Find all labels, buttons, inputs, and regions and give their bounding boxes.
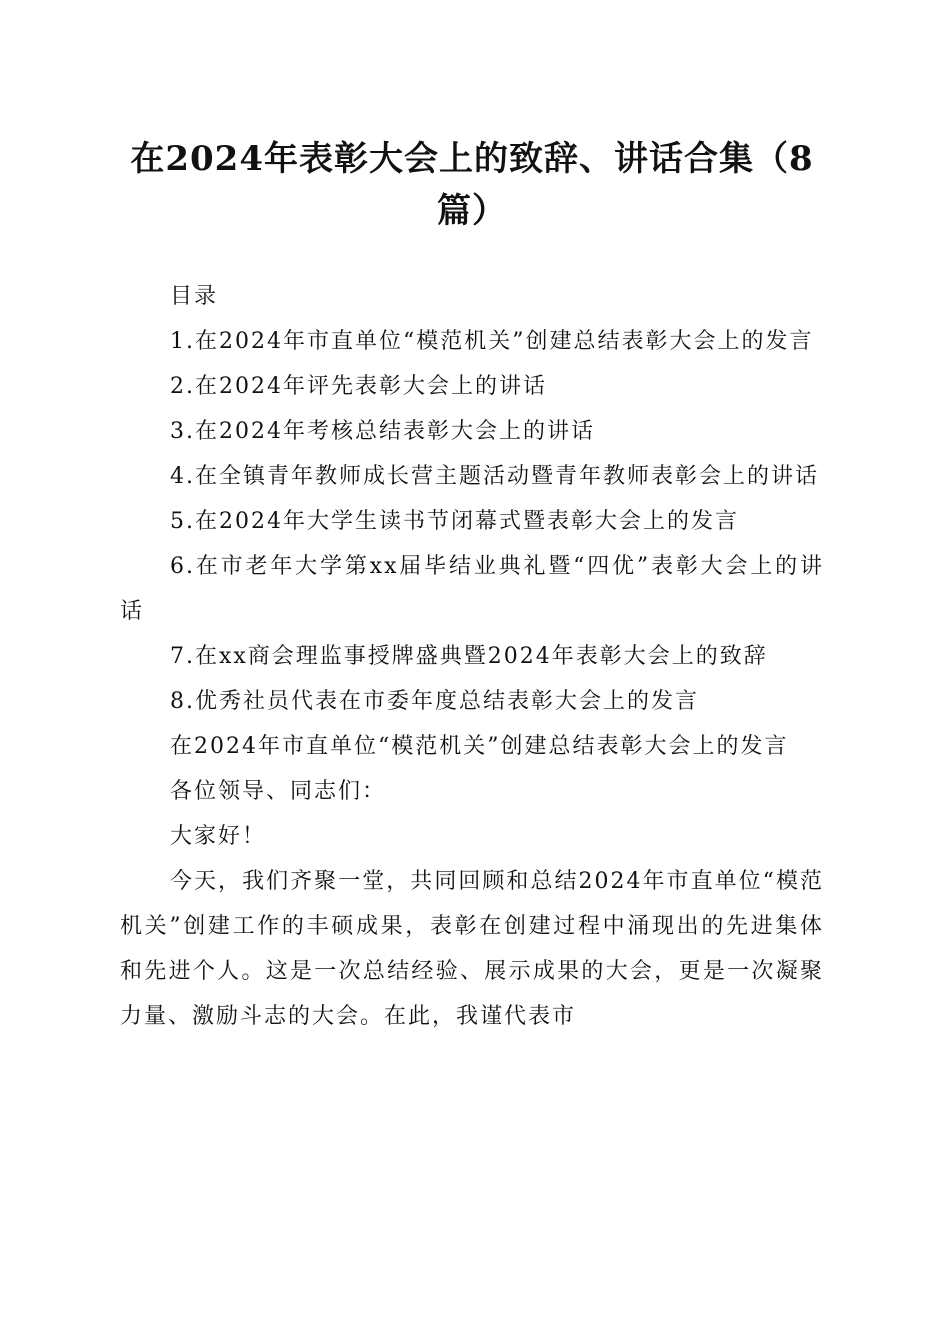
section-title: 在2024年市直单位“模范机关”创建总结表彰大会上的发言 [170,734,789,759]
salutation: 各位领导、同志们： [170,779,387,804]
toc-item: 8.优秀社员代表在市委年度总结表彰大会上的发言 [170,689,699,714]
toc-item: 2.在2024年评先表彰大会上的讲话 [170,374,547,399]
body-paragraph: 今天，我们齐聚一堂，共同回顾和总结2024年市直单位“模范机关”创建工作的丰硕成果，表彰在创建过程中涌现出的先进集体和先进个人。这是一次总结经验、展示成果的大会，更是一次凝聚力量、激励斗志的大会。在此，我谨代表市 [120,869,824,1029]
toc-item: 7.在xx商会理监事授牌盛典暨2024年表彰大会上的致辞 [170,644,768,669]
toc-item: 4.在全镇青年教师成长营主题活动暨青年教师表彰会上的讲话 [170,464,819,489]
toc-item: 1.在2024年市直单位“模范机关”创建总结表彰大会上的发言 [170,329,814,354]
toc-heading: 目录 [170,284,219,309]
document-body [120,274,824,1039]
toc-item: 3.在2024年考核总结表彰大会上的讲话 [170,419,595,444]
toc-item: 6.在市老年大学第xx届毕结业典礼暨“四优”表彰大会上的讲话 [120,554,824,624]
document-title: 在2024年表彰大会上的致辞、讲话合集（8篇） [130,139,814,231]
greeting: 大家好！ [170,824,267,849]
toc-item: 5.在2024年大学生读书节闭幕式暨表彰大会上的发言 [170,509,739,534]
